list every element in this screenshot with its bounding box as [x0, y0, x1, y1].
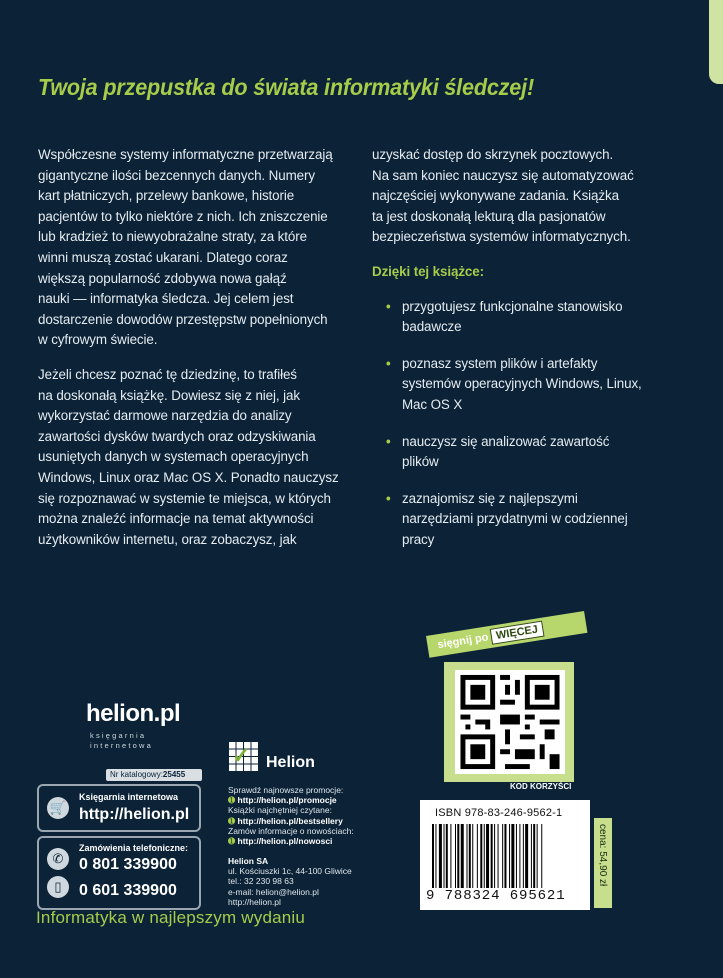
- list-item: [372, 354, 672, 416]
- bullet-icon: •: [386, 490, 391, 506]
- promo-links: [228, 785, 378, 846]
- headline: Twoja przepustka do świata informatyki śledczej!: [38, 74, 534, 100]
- arrow-icon: ➊: [228, 795, 236, 806]
- phone-orders-label: Zamówienia telefoniczne:: [79, 843, 189, 853]
- news-link[interactable]: http://helion.pl/nowosci: [237, 836, 333, 847]
- paragraph: Współczesne systemy informatyczne przetwarzają gigantyczne ilości bezcennych danych. Numery kart płatniczych, przelewy bankowe, historie pacjentów to tylko niektóre z nich. Ich zniszczenie lub kradzież to niewyobrażalne straty, za które winni muszą zostać ukarani. Dlatego coraz większą popularność zdobywa nowa gałąź nauki — informatyka śledcza. Jej celem jest dostarczenie dowodów przestępstw popełnionych w cyfrowym świecie.: [38, 147, 333, 348]
- list-item: [372, 432, 672, 473]
- qr-banner: [426, 611, 587, 658]
- bullet-icon: •: [386, 298, 391, 314]
- list-item-text: przygotujesz funkcjonalne stanowisko badawcze: [402, 298, 623, 335]
- publisher-address: [228, 856, 378, 907]
- helion-name: Helion: [266, 754, 315, 771]
- catalog-label: Nr katalogowy:: [110, 770, 163, 779]
- logo-subtitle: księgarnia internetowa: [90, 731, 153, 750]
- barcode-bars: [432, 824, 578, 888]
- arrow-icon: ➊: [228, 836, 236, 847]
- benefits-title: Dzięki tej książce:: [372, 263, 484, 279]
- list-item: [372, 297, 672, 338]
- list-item: [372, 489, 672, 551]
- list-item-text: poznasz system plików i artefakty systemów operacyjnych Windows, Linux, Mac OS X: [402, 355, 642, 412]
- benefits-list: [372, 297, 672, 551]
- bestsellers-link[interactable]: http://helion.pl/bestsellery: [237, 815, 343, 826]
- news-intro: Zamów informacje o nowościach:: [228, 825, 354, 836]
- phone-number-1[interactable]: 0 801 339900: [79, 856, 177, 873]
- street-address: ul. Kościuszki 1c, 44-100 Gliwice: [228, 866, 352, 877]
- arrow-icon: ➊: [228, 815, 236, 826]
- corner-tab: [709, 0, 723, 84]
- phone-number-2[interactable]: 0 601 339900: [79, 882, 177, 899]
- catalog-value: 25455: [162, 770, 186, 779]
- left-column: [38, 145, 348, 564]
- helion-logo: [86, 700, 204, 755]
- qr-banner-text: sięgnij po: [436, 631, 490, 652]
- price-tag: [594, 818, 612, 908]
- telephone: tel.: 32 230 98 63: [228, 876, 294, 887]
- mobile-phone-icon: ▯: [47, 876, 69, 898]
- bullet-icon: •: [386, 355, 391, 371]
- company-name: Helion SA: [228, 856, 269, 866]
- phone-icon: ✆: [47, 848, 69, 870]
- qr-section: [410, 623, 586, 796]
- paragraph: uzyskać dostęp do skrzynek pocztowych. Na sam koniec nauczysz się automatyzować najczęściej wykonywane zadania. Książka ta jest doskonałą lekturą dla pasjonatów bezpieczeństwa systemów informatycznych.: [372, 147, 634, 245]
- logo-name: helion.pl: [86, 700, 181, 727]
- web-store-box[interactable]: [37, 784, 201, 832]
- email[interactable]: e-mail: helion@helion.pl: [228, 886, 319, 897]
- qr-banner-word: WIĘCEJ: [490, 621, 544, 645]
- isbn: ISBN 978-83-246-9562-1: [435, 807, 563, 819]
- slogan: Informatyka w najlepszym wydaniu: [36, 908, 306, 927]
- paragraph: Jeżeli chcesz poznać tę dziedzinę, to trafiłeś na doskonałą książkę. Dowiesz się z niej, jak wykorzystać darmowe narzędzia do analizy zawartości dysków twardych oraz odzyskiwania usuniętych danych w systemach operacyjnych Windows, Linux oraz Mac OS X. Ponadto nauczysz się rozpoznawać w systemie te miejsca, w których można znaleźć informacje na temat aktywności użytkowników internetu, oraz zobaczysz, jak: [38, 366, 339, 547]
- qr-caption: KOD KORZYŚCI: [510, 782, 572, 791]
- price: cena: 54,90 zł: [597, 824, 608, 887]
- list-item-text: zaznajomisz się z najlepszymi narzędziami przydatnymi w codziennej pracy: [402, 490, 628, 547]
- qr-code-graphic: [455, 670, 565, 774]
- qr-code[interactable]: [455, 670, 565, 774]
- promo-intro: Sprawdź najnowsze promocje:: [228, 785, 344, 795]
- promo-link[interactable]: http://helion.pl/promocje: [237, 795, 337, 806]
- right-column: [372, 145, 672, 567]
- barcode: [420, 800, 590, 910]
- list-item-text: nauczysz się analizować zawartość plików: [402, 433, 610, 470]
- bestsellers-intro: Książki najchętniej czytane:: [228, 805, 332, 816]
- phone-orders-box: [37, 836, 201, 910]
- web-store-label: Księgarnia internetowa: [79, 792, 179, 802]
- cart-icon: 🛒: [47, 797, 69, 819]
- web-store-url[interactable]: http://helion.pl: [79, 806, 190, 823]
- check-icon: ✓: [232, 743, 251, 768]
- website[interactable]: http://helion.pl: [228, 896, 281, 907]
- bullet-icon: •: [386, 433, 391, 449]
- catalog-number: [106, 769, 202, 781]
- barcode-number: 9 788324 695621: [426, 888, 566, 904]
